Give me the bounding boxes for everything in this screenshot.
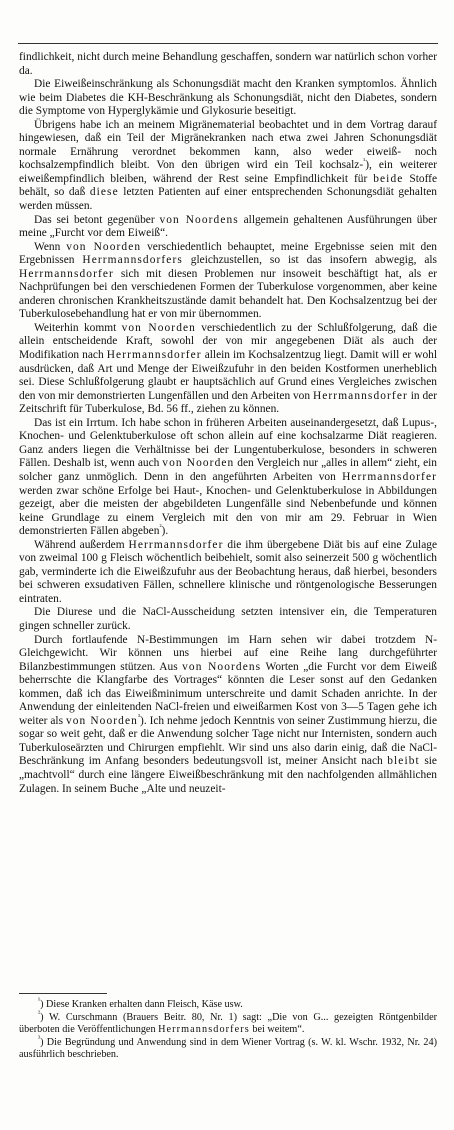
paragraph-4 [19, 214, 437, 241]
spaced-name: Herrmannsdorfer [342, 470, 437, 483]
text-run: ), ein weiterer eiweißempfindlich bleiben, während der Rest seine Empfindlichkeit für [19, 159, 438, 185]
spaced-name: von Noorden [65, 714, 138, 727]
text-run: Die Diurese und die NaCl-Ausscheidung setzten intensiver ein, die Temperaturen gingen schneller zurück. [19, 606, 437, 632]
text-run: Übrigens habe ich an meinem Migränematerial beobachtet und in dem Vortrag darauf hingewiesen, daß ein Teil der Migränekranken nach etwa zwei Jahren Schonungsdiät normale Ernährung verordnet bekommen kann, also weder eiweiß- noch kochsalzempfindlich bleibt. Von den übrigen wird ein Teil kochsalz- [19, 118, 437, 172]
body-text [19, 51, 437, 796]
footnote-marker: ² [38, 1009, 41, 1018]
spaced-name: beide [373, 172, 404, 185]
text-run: in der Zeitschrift für Tuberkulose, Bd. 56 ff., ziehen zu können. [19, 389, 437, 416]
paragraph-10 [19, 634, 437, 797]
spaced-name: Herrmannsdorfers [158, 1024, 250, 1036]
text-run: den Vergleich nur „alles in allem“ zieht, ein solcher ganz unmöglich. Denn in den angeführten Arbeiten von [19, 457, 437, 483]
text-run: Worten „die Furcht vor dem Eiweiß beherrschte die Klangfarbe des Vortrages“ könnten die Leser sonst auf den Gedanken kommen, daß ich das Eiweißminimum unterschreite und damit Schaden anrichte. In der Anwendung der einleitenden NaCl-freien und eiweißarmen Kost von 3—5 Tagen gehe ich weiter als [19, 660, 437, 727]
footnote-marker: ³ [137, 713, 141, 721]
spaced-name: von Noorden [66, 240, 142, 253]
paragraph-1 [19, 51, 437, 78]
paragraph-8 [19, 539, 437, 607]
text-run: Die Eiweißeinschränkung als Schonungsdiät macht den Kranken symptomlos. Ähnlich wie beim Diabetes die KH-Beschränkung als Schonungsdiät, nicht den Diabetes, sondern die Symptome von Hyperglykämie und Glykosurie beseitigt. [19, 78, 437, 118]
text-run: werden zwar schöne Erfolge bei Haut-, Knochen- und Gelenktuberkulose in Abbildungen gezeigt, aber die meisten der abgebildeten Lungenfälle sind Nebenbefunde und können keine Grundlage zu einem Vergleich mit den von mir am 29. Februar in Wien demonstrierten Fällen abgeben [19, 484, 437, 538]
text-run: Während außerdem [34, 538, 129, 551]
text-run: Das ist ein Irrtum. Ich habe schon in früheren Arbeiten auseinandergesetzt, daß Lupus-, Knochen- und Gelenktuberkulose oft schon allein auf eine kochsalzarme Diät reagieren. Ganz anders liegen die Verhältnisse bei der Lungentuberkulose, besonders in schweren Fällen. Deshalb ist, wenn auch [19, 416, 437, 470]
spaced-name: von Noorden [162, 457, 235, 470]
header-rule [18, 43, 438, 44]
paragraph-3 [19, 119, 437, 214]
text-run: Durch fortlaufende N-Bestimmungen im Harn sehen wir dabei trotzdem N-Gleichgewicht. Wir können uns hierbei auf eine Reihe lang durchgeführter Bilanzbestimmungen stützen. Aus [19, 633, 437, 673]
text-run: findlichkeit, nicht durch meine Behandlung geschaffen, sondern war natürlich schon vorher da. [19, 51, 437, 77]
text-run: bei weitem“. [249, 1024, 305, 1036]
spaced-name: Herrmannsdorfer [19, 267, 114, 280]
text-run: Stoffe behält, so daß [19, 172, 438, 199]
footnote-marker: ¹ [38, 996, 41, 1005]
text-run: ) W. Curschmann (Brauers Beitr. 80, Nr. 1) sagt: „Die von G... gezeigten Röntgenbilder überboten die Veröffentlichungen [19, 1011, 437, 1036]
paragraph-6 [19, 322, 437, 417]
spaced-name: von Noordens [182, 660, 262, 673]
spaced-name: von Noorden [121, 321, 196, 334]
paragraph-5 [19, 241, 437, 322]
paragraph-2 [19, 78, 437, 119]
footnote-3 [19, 1034, 437, 1062]
footnote-2 [19, 1009, 437, 1037]
spaced-name: diese [89, 186, 119, 199]
spaced-name: Herrmannsdorfer [128, 538, 224, 551]
paragraph-9 [19, 606, 437, 633]
text-run: sich mit diesen Problemen nur insoweit beschäftigt hat, als er Nachprüfungen bei den verschiedenen Formen der Tuberkulose vorgenommen, aber keine anderen chronischen Krankheitszustände damit behandelt hat. Den Kochsalzentzug bei der Tuberkulosebehandlung hat er von mir übernommen. [19, 267, 437, 321]
spaced-name: Herrmannsdorfers [82, 254, 183, 267]
spaced-name: Herrmannsdorfer [312, 389, 408, 402]
text-run: die ihm übergebene Diät bis auf eine Zulage von zweimal 100 g Fleisch wöchentlich beibehielt, somit also seinerzeit 500 g wöchentlich gab, verminderte ich die Eiweißzufuhr aus der Beobachtung heraus, daß hierbei, besonders bei schweren exsudativen Fällen, schnellere klinische und röntgenologische Besserungen eintraten. [19, 538, 438, 605]
text-run: letzten Patienten auf einer entsprechenden Schonungsdiät gehalten werden müssen. [19, 186, 437, 213]
text-run: verschiedentlich behauptet, meine Ergebnisse seien mit den Ergebnissen [19, 240, 438, 267]
text-run: ) Diese Kranken erhalten dann Fleisch, Käse usw. [40, 999, 243, 1010]
footnote-marker: ³ [38, 1034, 41, 1043]
text-run: ). [161, 525, 169, 538]
paragraph-7 [19, 417, 437, 539]
footnote-1 [19, 996, 437, 1012]
text-run: allgemein gehaltenen Ausführungen über meine „Furcht vor dem Eiweiß“. [19, 213, 437, 240]
footnote-marker: ¹ [363, 157, 366, 166]
text-run: Weiterhin kommt [34, 321, 122, 334]
text-run: allein im Kochsalzentzug liegt. Damit will er wohl ausdrücken, daß Art und Menge der Eiweißzufuhr in den beiden Kostformen unerheblich sei. Diese Schlußfolgerung glaubt er hauptsächlich auf Grund eines Vergleiches zwischen den von mir demonstrierten Lungenfällen und den Arbeiten von [19, 349, 438, 402]
spaced-name: bleibt [387, 755, 420, 768]
text-run: gleichzustellen, so ist das insofern abwegig, als [182, 254, 437, 267]
spaced-name: von Noordens [159, 213, 239, 226]
footnote-rule [19, 993, 107, 994]
text-run: Das sei betont gegenüber [34, 213, 160, 226]
text-run: ) Die Begründung und Anwendung sind in dem Wiener Vortrag (s. W. kl. Wschr. 1932, Nr. 24) ausführlich beschrieben. [19, 1036, 437, 1061]
text-run: ). Ich nehme jedoch Kenntnis von seiner Zustimmung hierzu, die sogar so weit geht, daß er die Anwendung solcher Tage nicht nur Internisten, sondern auch Tuberkuloseärzten und Chirurgen empfiehlt. Wir sind uns also darin einig, daß die NaCl-Beschränkung im Anfang besonders bedeutungsvoll ist, meiner Ansicht nach [19, 714, 438, 768]
spaced-name: Herrmannsdorfer [106, 349, 202, 362]
text-run: sie „machtvoll“ durch eine längere Eiweißbeschränkung mit den nachfolgenden allmählichen Zulagen. In seinem Buche „Alte und neuzeit- [19, 755, 437, 795]
text-run: Wenn [34, 240, 67, 253]
footnotes [19, 996, 437, 1062]
text-run: verschiedentlich zu der Schlußfolgerung, daß die allein entscheidende Kraft, sowohl der von mir angegebenen Diät als auch der Modifikation nach [19, 321, 438, 362]
footnote-marker: ² [159, 523, 162, 532]
